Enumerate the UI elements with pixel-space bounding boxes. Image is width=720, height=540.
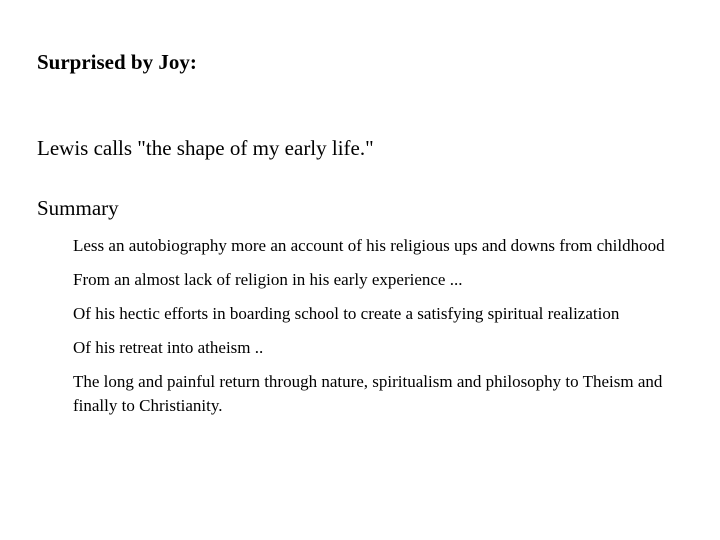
summary-item-early-experience: From an almost lack of religion in his early experience ... — [73, 270, 463, 289]
summary-item-atheism: Of his retreat into atheism .. — [73, 338, 264, 357]
slide-title: Surprised by Joy: — [37, 50, 197, 74]
summary-item-boarding-school: Of his hectic efforts in boarding school to create a satisfying spiritual realization — [73, 304, 620, 323]
summary-item-childhood: Less an autobiography more an account of his religious ups and downs from childhood — [73, 236, 665, 255]
summary-item-return-to-christianity: The long and painful return through nature, spiritualism and philosophy to Theism and finally to Christianity. — [73, 372, 663, 415]
intro-text: Lewis calls "the shape of my early life." — [37, 136, 374, 160]
summary-list — [73, 234, 688, 428]
summary-heading: Summary — [37, 196, 119, 220]
